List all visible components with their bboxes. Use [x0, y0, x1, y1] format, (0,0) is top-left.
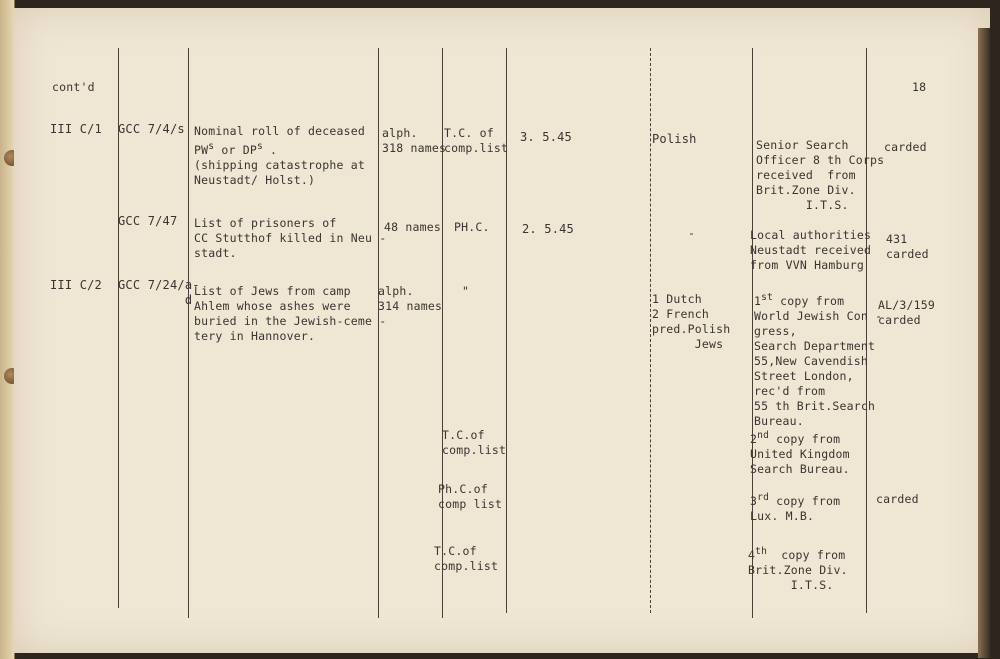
- page-edge: [978, 28, 990, 658]
- row-description: List of prisoners of CC Stutthof killed in Neu - stadt.: [194, 216, 387, 260]
- row-source: Local authorities Neustadt received from VVN Hamburg: [750, 228, 872, 272]
- copy-type: T.C.of comp.list: [442, 428, 507, 457]
- row-form: 48 names: [384, 220, 441, 234]
- row-form: alph. 314 names: [378, 284, 443, 313]
- page-number: 18: [912, 80, 927, 94]
- contd-label: cont'd: [52, 80, 95, 94]
- row-date: 3. 5.45: [520, 130, 572, 144]
- row-source: 1st copy from World Jewish Con - gress, Search Department 55,New Cavendish Street London, rec'd from 55 th Brit.Search Bureau.: [754, 292, 883, 428]
- row-type: T.C. of comp.list: [444, 126, 509, 155]
- ledger-page: [14, 8, 990, 653]
- copy-status: carded: [876, 492, 919, 506]
- row-ref: III C/2: [50, 278, 102, 292]
- row-status: 431 carded: [886, 232, 929, 261]
- binder-spine: [0, 0, 15, 659]
- row-description: List of Jews from camp Ahlem whose ashes were buried in the Jewish-ceme - tery in Hannover.: [194, 284, 387, 343]
- row-nationality: -: [688, 226, 696, 240]
- copy-source: 3rd copy from Lux. M.B.: [750, 492, 841, 523]
- column-rule: [752, 48, 753, 618]
- row-nationality: 1 Dutch 2 French pred.Polish Jews: [652, 292, 731, 351]
- copy-source: 2nd copy from United Kingdom Search Bureau.: [750, 430, 850, 476]
- row-source: Senior Search Officer 8 th Corps received from Brit.Zone Div. I.T.S.: [756, 138, 885, 212]
- row-ref: III C/1: [50, 122, 102, 136]
- column-rule: [650, 48, 651, 613]
- copy-source: 4th copy from Brit.Zone Div. I.T.S.: [748, 546, 848, 592]
- copy-type: Ph.C.of comp list: [438, 482, 503, 511]
- row-code: GCC 7/47: [118, 214, 178, 228]
- row-status: carded: [884, 140, 927, 154]
- copy-type: T.C.of comp.list: [434, 544, 499, 573]
- row-description: Nominal roll of deceased $PW^s$ or $DP^s$ . (shipping catastrophe at Neustadt/ Holst.): [194, 124, 365, 187]
- row-date: 2. 5.45: [522, 222, 574, 236]
- row-code: GCC 7/24/a- d: [118, 278, 200, 307]
- row-type: PH.C.: [454, 220, 490, 234]
- row-form: alph. 318 names: [382, 126, 447, 155]
- column-rule: [188, 48, 189, 618]
- row-nationality: Polish: [652, 132, 697, 146]
- row-status: AL/3/159 carded: [878, 298, 935, 327]
- row-code: GCC 7/4/s: [118, 122, 185, 136]
- row-type: ": [462, 284, 470, 298]
